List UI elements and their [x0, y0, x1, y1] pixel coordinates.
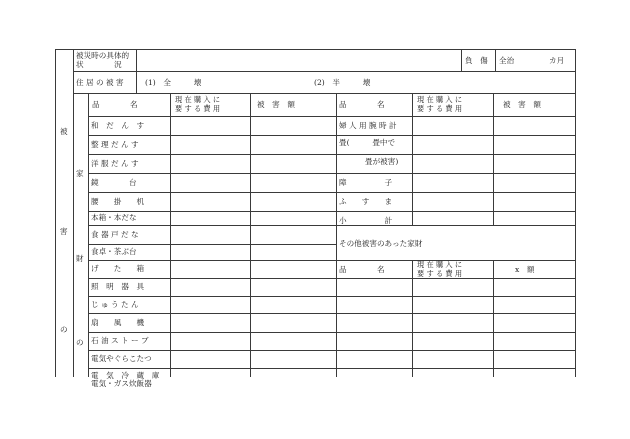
header-cost-right-2: 要 す る 費 用 [417, 104, 463, 113]
months-label: カ月 [549, 56, 565, 65]
injury-label: 負 傷 [465, 56, 488, 65]
damage-report-form [55, 49, 576, 388]
rule-right-edge [575, 49, 576, 377]
header-cost-left-1: 現 在 購 入 に [175, 95, 221, 104]
left-item-2: 洋 服 だ ん す [91, 159, 139, 168]
left-item-8: げ た 箱 [91, 264, 145, 273]
rule [88, 192, 576, 193]
left-item-14: 電 気 冷 蔵 庫 [91, 371, 160, 380]
header-cost-other-2: 要 す る 費 用 [417, 269, 463, 278]
rule [88, 93, 89, 377]
full-cure-label: 全治 [499, 56, 515, 65]
rule [412, 93, 413, 225]
vertical-label-outer-0: 被 [60, 127, 68, 136]
rule-top [55, 49, 576, 50]
left-item-4: 腰 掛 机 [91, 197, 145, 206]
left-item-0: 和 だ ん す [91, 121, 145, 130]
left-item-9: 照 明 器 具 [91, 282, 145, 291]
vertical-label-inner-0: 家 [76, 169, 84, 178]
right-item-other-goods: その他被害のあった家財 [339, 239, 423, 248]
rule-left-edge [55, 49, 56, 377]
vertical-label-outer-1: 害 [60, 227, 68, 236]
header-damage-right: 被 害 額 [503, 100, 541, 109]
rule [493, 93, 494, 225]
header-item-other: 品 名 [339, 265, 385, 274]
rule [88, 260, 576, 261]
rule [412, 260, 413, 377]
right-item-subtotal: 小 計 [339, 216, 393, 225]
vertical-label-inner-1: 財 [76, 254, 84, 263]
left-item-10: じ ゅ う た ん [91, 300, 139, 309]
rule [88, 278, 576, 279]
right-item-tatami-1: 畳( 畳中で [339, 138, 396, 147]
disaster-situation-label-2: 状 況 [76, 60, 122, 69]
rule [250, 93, 251, 377]
right-item-shoji: 障 子 [339, 178, 393, 187]
rule [88, 244, 336, 245]
header-item-right: 品 名 [339, 100, 385, 109]
rule [88, 116, 576, 117]
housing-option-half: (2) 半 壊 [314, 78, 371, 87]
header-damage-left: 被 害 額 [257, 100, 295, 109]
rule [88, 296, 576, 297]
rule [88, 332, 576, 333]
left-item-7: 食卓・茶ぶ台 [91, 247, 137, 256]
right-item-watch: 婦 人 用 腕 時 計 [339, 121, 397, 130]
left-item-12: 石 油 ス ト ー ブ [91, 336, 149, 345]
rule [88, 225, 576, 226]
rule [73, 71, 576, 72]
vertical-label-inner-2: の [76, 338, 84, 347]
left-item-11: 扇 風 機 [91, 318, 145, 327]
right-item-tatami-2: 畳が被害) [365, 157, 399, 166]
rule [495, 49, 496, 71]
header-cost-other-1: 現 在 購 入 に [417, 260, 463, 269]
header-cost-left-2: 要 す る 費 用 [175, 104, 221, 113]
left-item-5: 本箱・本だな [91, 213, 137, 222]
rule [88, 173, 576, 174]
housing-damage-label: 住 居 の 被 害 [76, 78, 124, 87]
rule [88, 313, 576, 314]
rule [461, 49, 462, 71]
left-item-3: 鏡 台 [91, 178, 137, 187]
right-item-fusuma: ふ す ま [339, 197, 393, 206]
header-item-left: 品 名 [92, 100, 138, 109]
rule [73, 93, 576, 94]
rule [170, 93, 171, 377]
disaster-situation-label-1: 被災時の具体的 [76, 51, 130, 60]
vertical-label-outer-2: の [60, 325, 68, 334]
rule [88, 154, 576, 155]
housing-option-full: (1) 全 壊 [145, 78, 202, 87]
rule [88, 211, 576, 212]
left-item-6: 食 器 戸 だ な [91, 230, 139, 239]
rule [136, 49, 137, 93]
rule [493, 260, 494, 377]
header-damage-other: x 額 [515, 265, 535, 274]
rule [73, 49, 74, 377]
left-item-13: 電気やぐらこたつ [91, 354, 152, 363]
left-item-15: 電気・ガス炊飯器 [91, 379, 152, 388]
rule [336, 93, 337, 377]
rule [88, 135, 576, 136]
left-item-1: 整 理 だ ん す [91, 140, 139, 149]
header-cost-right-1: 現 在 購 入 に [417, 95, 463, 104]
rule [88, 350, 576, 351]
rule [88, 368, 576, 369]
